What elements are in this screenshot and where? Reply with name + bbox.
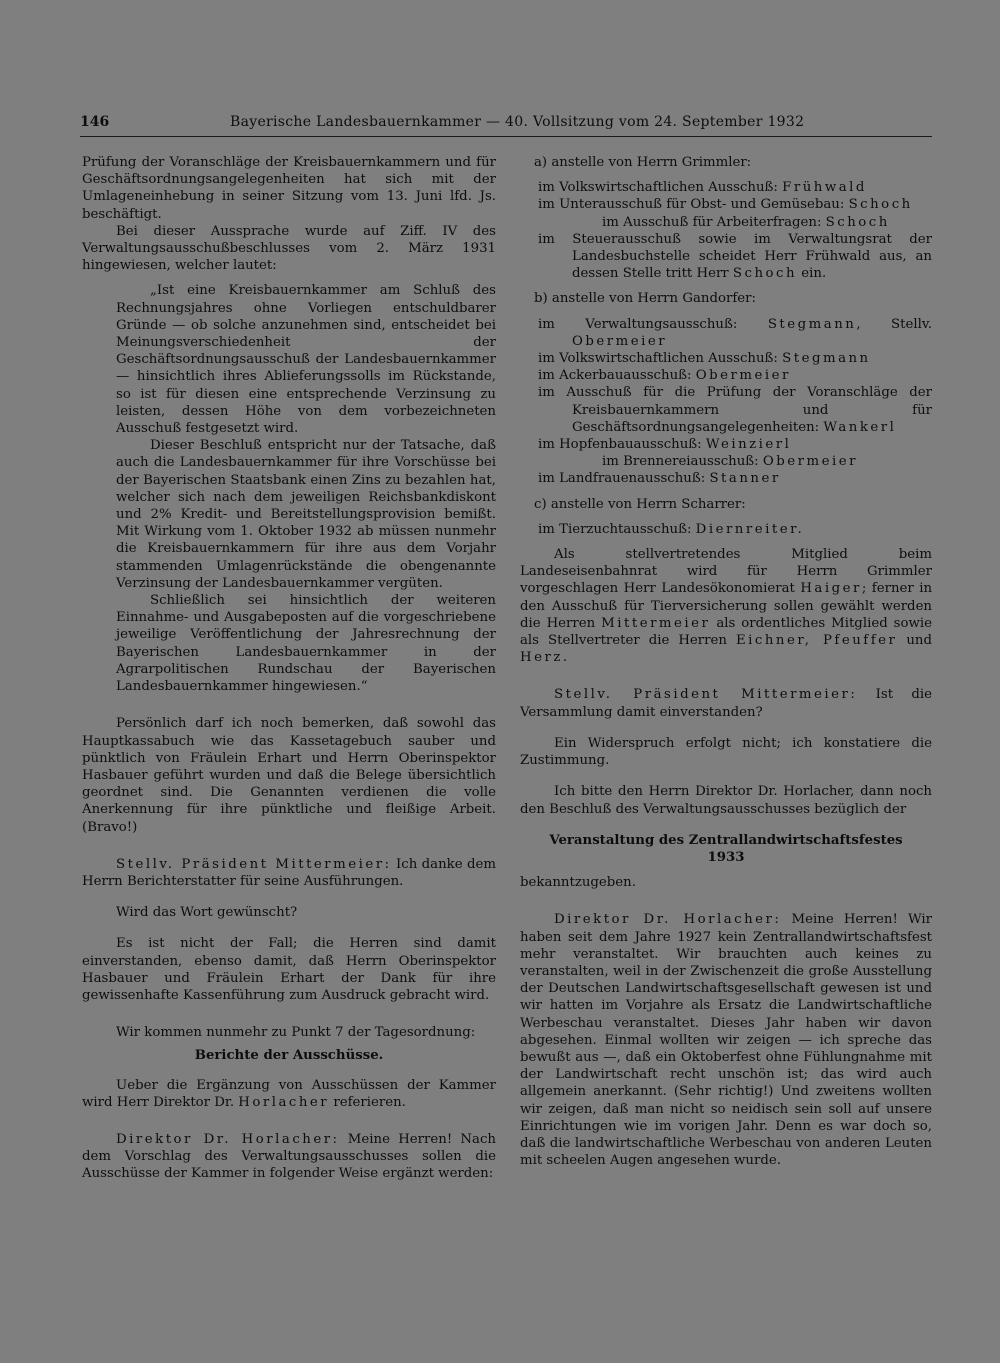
member-name: Obermeier: [695, 368, 791, 384]
member-name: Herz.: [520, 650, 570, 666]
paragraph: Stellv. Präsident Mittermeier: Ist die Versammlung damit einverstanden?: [520, 687, 932, 720]
speaker-name: Direktor Dr. Horlacher:: [116, 1131, 340, 1147]
paragraph: Als stellvertretendes Mitglied beim Landeseisenbahnrat wird für Herrn Grimmler vorgeschlagen Herr Landesökonomierat Haiger; ferner in den Ausschuß für Tierversicherung sollen gewählt werden die Herren Mittermeier als ordentliches Mitglied sowie als Stellvertreter die Herren Eichner, Pfeuffer und Herz.: [520, 547, 933, 666]
section-heading-year: 1933: [707, 849, 745, 865]
paragraph: Direktor Dr. Horlacher: Meine Herren! Wir haben seit dem Jahre 1927 kein Zentrallandwirtschaftsfest mehr veranstaltet. Wir brauchten auch keines zu veranstalten, weil in der Zwischenzeit die große Ausstellung der Deutschen Landwirtschaftsgesellschaft gewesen ist und wir hatten im Vorjahre als Ersatz die Landwirtschaftliche Werbeschau veranstaltet. Dieses Jahr haben wir davon abgesehen. Einmal wollten wir zeigen — ich spreche das bewußt aus —, daß ein Oktoberfest ohne Fühlungnahme mit der Landwirtschaft recht unschön ist; das wird auch allgemein anerkannt. (Sehr richtig!) Und zweitens wollten wir zeigen, daß man nicht so neidisch sein soll auf unsere Einrichtungen wie im vorigen Jahr. Denn es war doch so, daß die landwirtschaftliche Werbeschau von anderen Leuten mit scheelen Augen angesehen wurde.: [520, 912, 932, 1169]
list-item: im Landfrauenausschuß: Stanner: [538, 471, 781, 487]
list-item: im Ausschuß für Arbeiterfragen: Schoch: [602, 214, 890, 230]
paragraph: Stellv. Präsident Mittermeier: Ich danke dem Herrn Berichterstatter für seine Ausführungen.: [82, 856, 496, 889]
paragraph: Prüfung der Voranschläge der Kreisbauernkammern und für Geschäftsordnungsangelegenheiten hat sich mit der Umlageneinhebung in seiner Sitzung vom 13. Juni lfd. Js. beschäftigt.: [82, 155, 496, 222]
page-header: [80, 114, 932, 137]
list-item: im Verwaltungsausschuß: Stegmann, Stellv. Obermeier: [538, 316, 932, 349]
member-name: Stegmann: [767, 316, 857, 332]
paragraph: Wird das Wort gewünscht?: [116, 905, 298, 921]
right-column: [520, 154, 932, 1169]
paragraph: bekanntzugeben.: [520, 875, 636, 891]
member-name: Schoch: [848, 197, 913, 213]
list-item: im Brennereiausschuß: Obermeier: [602, 454, 858, 470]
list-item: im Volkswirtschaftlichen Ausschuß: Frühwald: [538, 180, 867, 196]
paragraph: Bei dieser Aussprache wurde auf Ziff. IV des Verwaltungsausschußbeschlusses vom 2. März 1931 hingewiesen, welcher lautet:: [82, 223, 496, 274]
member-name: Stanner: [709, 471, 781, 487]
member-name: Mittermeier: [601, 615, 711, 631]
member-name: Obermeier: [762, 454, 858, 470]
running-head: Bayerische Landesbauernkammer — 40. Vollsitzung vom 24. September 1932: [230, 114, 805, 130]
member-name: Stegmann: [782, 351, 871, 367]
member-name: Schoch: [825, 214, 890, 230]
member-name: Haiger: [800, 581, 862, 597]
paragraph: Persönlich darf ich noch bemerken, daß sowohl das Hauptkassabuch wie das Kassetagebuch sauber und pünktlich von Fräulein Erhart und Herrn Oberinspektor Hasbauer geführt wurden und daß die Belege übersichtlich geordnet sind. Die Genannten verdienen die volle Anerkennung für ihre pünktliche und fleißige Arbeit. (Bravo!): [82, 716, 496, 835]
quote-paragraph: „Ist eine Kreisbauernkammer am Schluß des Rechnungsjahres ohne Vorliegen entschuldbarer Gründe — ob solche anzunehmen sind, entscheidet bei Meinungsverschiedenheit der Geschäftsordnungsausschuß der Landesbauernkammer — hinsichtlich ihres Ablieferungssolls im Rückstande, so ist für diesen eine entsprechende Verzinsung zu leisten, dessen Höhe von dem vorbezeichneten Ausschuß festgesetzt wird.: [116, 283, 496, 437]
page-number: 146: [80, 114, 110, 130]
speaker-name: Direktor Dr. Horlacher:: [554, 912, 782, 928]
list-item: im Ackerbauausschuß: Obermeier: [538, 368, 791, 384]
member-name: Diernreiter.: [695, 521, 805, 537]
paragraph: Ich bitte den Herrn Direktor Dr. Horlacher, dann noch den Beschluß des Verwaltungsausschusses bezüglich der: [520, 784, 932, 817]
quote-paragraph: Schließlich sei hinsichtlich der weiteren Einnahme- und Ausgabeposten auf die vorgeschriebene jeweilige Veröffentlichung der Jahresrechnung der Bayerischen Landesbauernkammer in der Agrarpolitischen Rundschau der Bayerischen Landesbauernkammer hingewiesen.“: [116, 593, 496, 695]
committee-list-b: [520, 316, 932, 488]
list-item: im Ausschuß für die Prüfung der Voranschläge der Kreisbauernkammern und für Geschäftsordnungsangelegenheiten: Wankerl: [538, 385, 932, 435]
section-heading: Veranstaltung des Zentrallandwirtschaftsfestes: [549, 832, 903, 848]
speaker-name: Horlacher: [238, 1094, 330, 1110]
list-item: im Tierzuchtausschuß: Diernreiter.: [538, 521, 805, 537]
speaker-name: Stellv. Präsident Mittermeier:: [116, 856, 392, 872]
paragraph: Wir kommen nunmehr zu Punkt 7 der Tagesordnung:: [116, 1025, 476, 1041]
paragraph: Ueber die Ergänzung von Ausschüssen der Kammer wird Herr Direktor Dr. Horlacher referieren.: [82, 1077, 496, 1110]
list-item: im Steuerausschuß sowie im Verwaltungsrat der Landesbuchstelle scheidet Herr Frühwald aus, an dessen Stelle tritt Herr Schoch ein.: [538, 231, 932, 282]
section-heading: Berichte der Ausschüsse.: [194, 1048, 384, 1064]
list-item: im Hopfenbauausschuß: Weinzierl: [538, 437, 792, 453]
list-item: im Volkswirtschaftlichen Ausschuß: Stegmann: [538, 351, 871, 367]
member-name: Frühwald: [782, 180, 867, 196]
member-name: Obermeier: [572, 333, 668, 349]
member-name: Wankerl: [823, 419, 897, 435]
member-name: Eichner, Pfeuffer: [735, 633, 898, 649]
paragraph: Direktor Dr. Horlacher: Meine Herren! Nach dem Vorschlag des Verwaltungsausschusses sollen die Ausschüsse der Kammer in folgender Weise ergänzt werden:: [82, 1131, 496, 1182]
list-item: im Unterausschuß für Obst- und Gemüsebau: Schoch: [538, 197, 913, 213]
paragraph: Es ist nicht der Fall; die Herren sind damit einverstanden, ebenso damit, daß Herrn Oberinspektor Hasbauer und Fräulein Erhart der Dank für ihre gewissenhafte Kassenführung zum Ausdruck gebracht wird.: [82, 936, 496, 1003]
left-column: [82, 154, 496, 1183]
member-name: Schoch: [732, 266, 798, 282]
list-heading: c) anstelle von Herrn Scharrer:: [534, 496, 746, 512]
block-quote: [116, 282, 496, 695]
member-name: Weinzierl: [705, 437, 792, 453]
quote-paragraph: Dieser Beschluß entspricht nur der Tatsache, daß auch die Landesbauernkammer für ihre Vorschüsse bei der Bayerischen Staatsbank einen Zins zu bezahlen hat, welcher sich nach dem jeweiligen Reichsbankdiskont und 2% Kredit- und Bereitstellungsprovision bemißt. Mit Wirkung vom 1. Oktober 1932 ab müssen nunmehr die Kreisbauernkammern für ihre aus dem Vorjahr stammenden Umlagenrückstände die obengenannte Verzinsung der Landesbauernkammer vergüten.: [116, 438, 496, 591]
committee-list-a: [520, 179, 932, 282]
paragraph: Ein Widerspruch erfolgt nicht; ich konstatiere die Zustimmung.: [520, 735, 932, 769]
list-heading: a) anstelle von Herrn Grimmler:: [534, 155, 752, 170]
speaker-name: Stellv. Präsident Mittermeier:: [554, 687, 858, 703]
list-heading: b) anstelle von Herrn Gandorfer:: [534, 291, 756, 307]
